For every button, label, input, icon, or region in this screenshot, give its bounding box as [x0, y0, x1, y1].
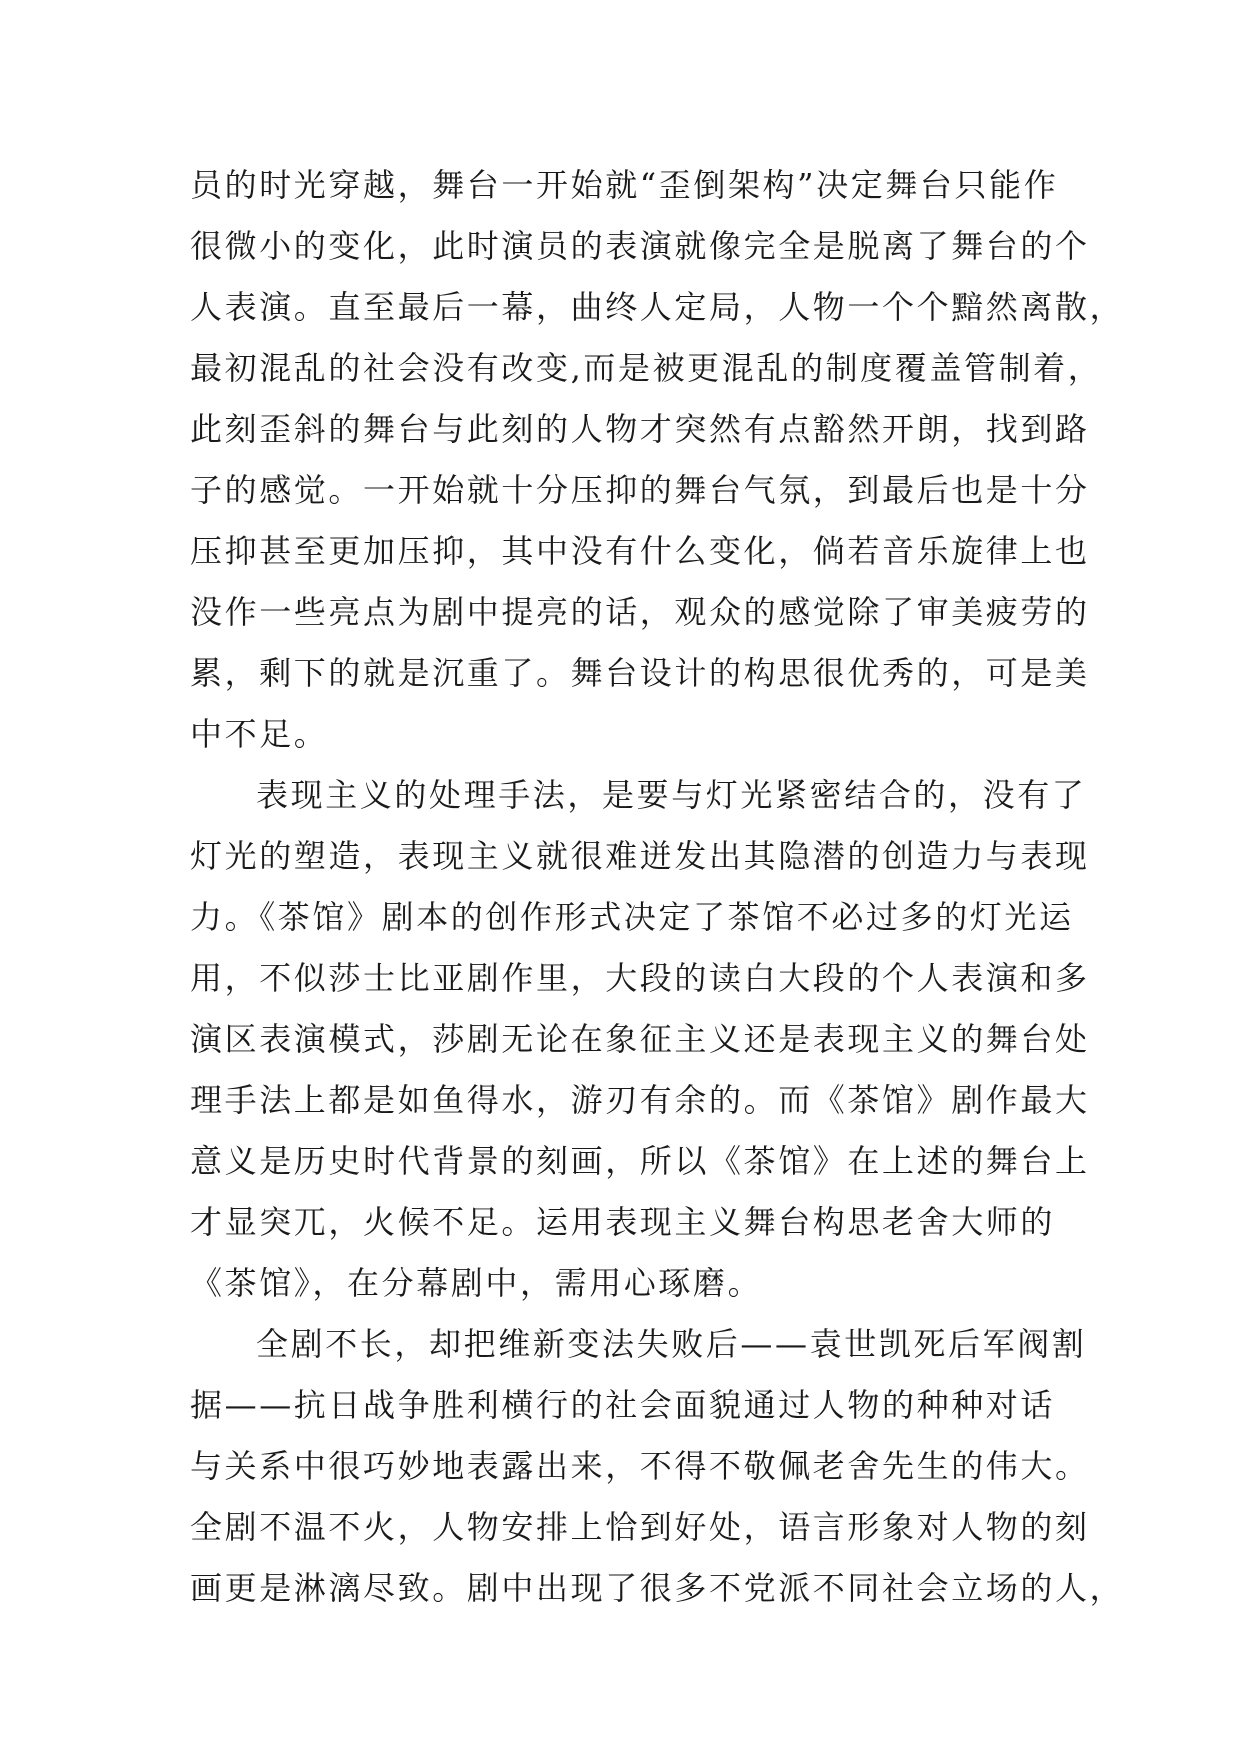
paragraph-2 — [190, 765, 1090, 1314]
paragraph-1 — [190, 155, 1125, 765]
text-line: 灯光的塑造，表现主义就很难迸发出其隐潜的创造力与表现 — [190, 837, 1090, 875]
text-line: 人表演。直至最后一幕，曲终人定局，人物一个个黯然离散， — [190, 288, 1125, 326]
text-line-first: 表现主义的处理手法，是要与灯光紧密结合的，没有了 — [256, 776, 1087, 814]
text-line: 与关系中很巧妙地表露出来，不得不敬佩老舍先生的伟大。 — [190, 1447, 1090, 1485]
text-line: 力。《茶馆》剧本的创作形式决定了茶馆不必过多的灯光运 — [190, 898, 1074, 936]
text-line: 没作一些亮点为剧中提亮的话，观众的感觉除了审美疲劳的 — [190, 593, 1090, 631]
text-line: 员的时光穿越，舞台一开始就“歪倒架构”决定舞台只能作 — [190, 166, 1059, 204]
text-line: 画更是淋漓尽致。剧中出现了很多不党派不同社会立场的人， — [190, 1569, 1125, 1607]
text-line: 此刻歪斜的舞台与此刻的人物才突然有点豁然开朗，找到路 — [190, 410, 1090, 448]
text-line: 全剧不温不火，人物安排上恰到好处，语言形象对人物的刻 — [190, 1508, 1090, 1546]
document-body — [190, 155, 1125, 1619]
text-line: 很微小的变化，此时演员的表演就像完全是脱离了舞台的个 — [190, 227, 1090, 265]
text-line: 中不足。 — [190, 715, 329, 753]
text-line: 意义是历史时代背景的刻画，所以《茶馆》在上述的舞台上 — [190, 1142, 1090, 1180]
text-line: 累，剩下的就是沉重了。舞台设计的构思很优秀的，可是美 — [190, 654, 1090, 692]
text-line: 用，不似莎士比亚剧作里，大段的读白大段的个人表演和多 — [190, 959, 1090, 997]
text-line: 子的感觉。一开始就十分压抑的舞台气氛，到最后也是十分 — [190, 471, 1090, 509]
text-line: 理手法上都是如鱼得水，游刃有余的。而《茶馆》剧作最大 — [190, 1081, 1090, 1119]
text-line: 演区表演模式，莎剧无论在象征主义还是表现主义的舞台处 — [190, 1020, 1090, 1058]
text-line: 才显突兀，火候不足。运用表现主义舞台构思老舍大师的 — [190, 1203, 1056, 1241]
text-line: 压抑甚至更加压抑，其中没有什么变化，倘若音乐旋律上也 — [190, 532, 1090, 570]
text-line: 最初混乱的社会没有改变,而是被更混乱的制度覆盖管制着， — [190, 349, 1103, 387]
text-line-first: 全剧不长，却把维新变法失败后——袁世凯死后军阀割 — [256, 1325, 1087, 1363]
text-line: 《茶馆》，在分幕剧中，需用心琢磨。 — [190, 1264, 763, 1302]
paragraph-3 — [190, 1314, 1125, 1619]
text-line: 据——抗日战争胜利横行的社会面貌通过人物的种种对话 — [190, 1386, 1056, 1424]
